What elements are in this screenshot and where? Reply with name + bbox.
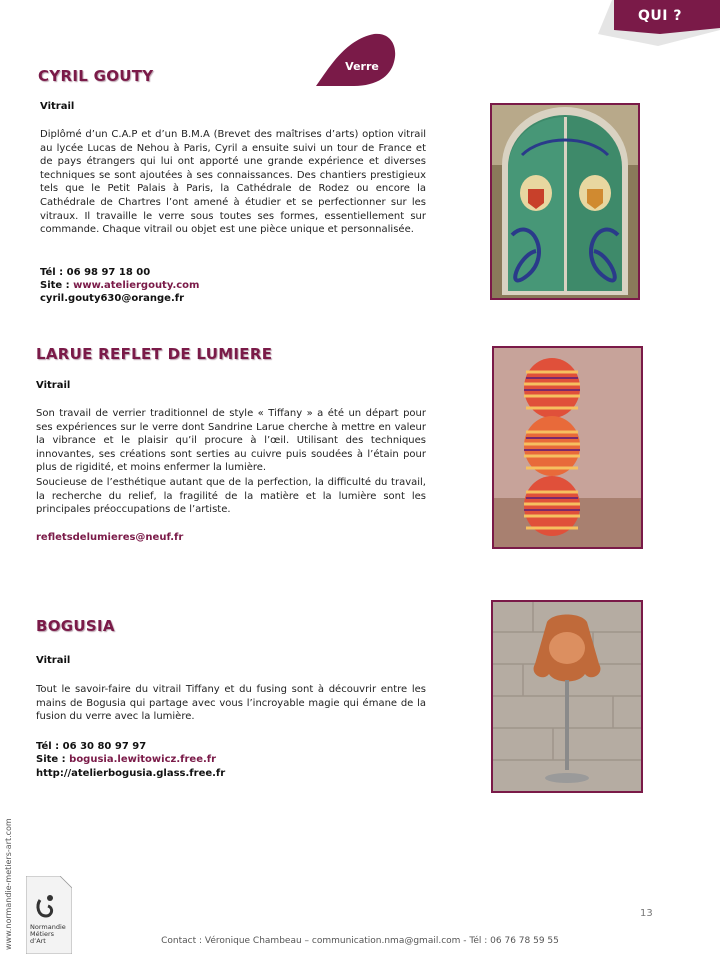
site-line — [36, 753, 216, 767]
site-link[interactable]: bogusia.lewitowicz.free.fr — [69, 754, 217, 765]
url-link[interactable]: http://atelierbogusia.glass.free.fr — [36, 768, 226, 779]
vertical-website[interactable]: www.normandie-metiers-art.com — [4, 818, 13, 950]
section-description-2: Soucieuse de l’esthétique autant que de la perfection, la difficulté du travail, la recherche du relief, la fragilité de la matière et la lumière sont les principales préoccupations de l’artiste. — [36, 477, 426, 516]
section-description: Son travail de verrier traditionnel de style « Tiffany » a été un départ pour ses expériences sur le verre dont Sandrine Larue cherche à mettre en valeur la vibrance et le plaisir qu’il procure à l’œil. Utilisant des techniques innovantes, ses créations sont serties au cuivre puis soudées à l’étain pour plus de rigidité, et moins enfermer la lumière. — [36, 408, 426, 474]
site-line — [40, 279, 199, 293]
qui-tab-label: QUI ? — [638, 8, 682, 24]
page-number: 13 — [640, 908, 653, 919]
phone-line — [36, 740, 146, 754]
footer-contact: Contact : Véronique Chambeau – communication.nma@gmail.com - Tél : 06 76 78 59 55 — [161, 936, 559, 946]
glass-lamp-photo — [492, 346, 643, 549]
site-link[interactable]: www.ateliergouty.com — [73, 280, 200, 291]
section-title: CYRIL GOUTY — [38, 67, 154, 85]
phone-label: Tél : — [36, 741, 63, 752]
stained-glass-photo — [490, 103, 640, 300]
section-category: Vitrail — [40, 101, 75, 112]
category-badge — [314, 30, 398, 90]
email-link[interactable]: refletsdelumieres@neuf.fr — [36, 532, 184, 543]
phone-label: Tél : — [40, 267, 67, 278]
section-description: Tout le savoir-faire du vitrail Tiffany et du fusing sont à découvrir entre les mains de Bogusia qui partage avec vous l’incroyable magie qui émane de la fusion du verre avec la lumière. — [36, 684, 426, 723]
section-category: Vitrail — [36, 655, 71, 666]
phone-number: 06 30 80 97 97 — [62, 741, 147, 752]
logo-line: Normandie — [30, 923, 66, 931]
section-category: Vitrail — [36, 380, 71, 391]
table-lamp-photo — [491, 600, 643, 793]
logo-line: Métiers — [30, 930, 55, 938]
phone-number: 06 98 97 18 00 — [66, 267, 151, 278]
site-label: Site : — [36, 754, 70, 765]
section-description: Diplômé d’un C.A.P et d’un B.M.A (Brevet des maîtrises d’arts) option vitrail au lycée Lucas de Nehou à Paris, Cyril a ensuite suivi un tour de France et de pays étrangers qui lui ont apporté une grande expérience et diverses techniques se sont ajoutées à ses connaissances. Des chantiers prestigieux tels que le Petit Palais à Paris, la Cathédrale de Rodez ou encore la Cathédrale de Chartres l’ont amené à étudier et se perfectionner sur les vitraux. Il travaille le verre sous toutes ses formes, essentiellement sur commande. Chaque vitrail ou objet est une pièce unique et personnalisée. — [40, 129, 426, 236]
section-title: BOGUSIA — [36, 617, 115, 635]
site-label: Site : — [40, 280, 74, 291]
email-link[interactable]: cyril.gouty630@orange.fr — [40, 293, 185, 304]
logo-text — [30, 924, 66, 945]
logo-line: d’Art — [30, 937, 46, 945]
phone-line — [40, 266, 150, 280]
section-title: LARUE REFLET DE LUMIERE — [36, 345, 273, 363]
normandie-logo — [26, 876, 72, 954]
qui-tab[interactable] — [598, 0, 720, 36]
category-badge-label: Verre — [345, 60, 379, 73]
